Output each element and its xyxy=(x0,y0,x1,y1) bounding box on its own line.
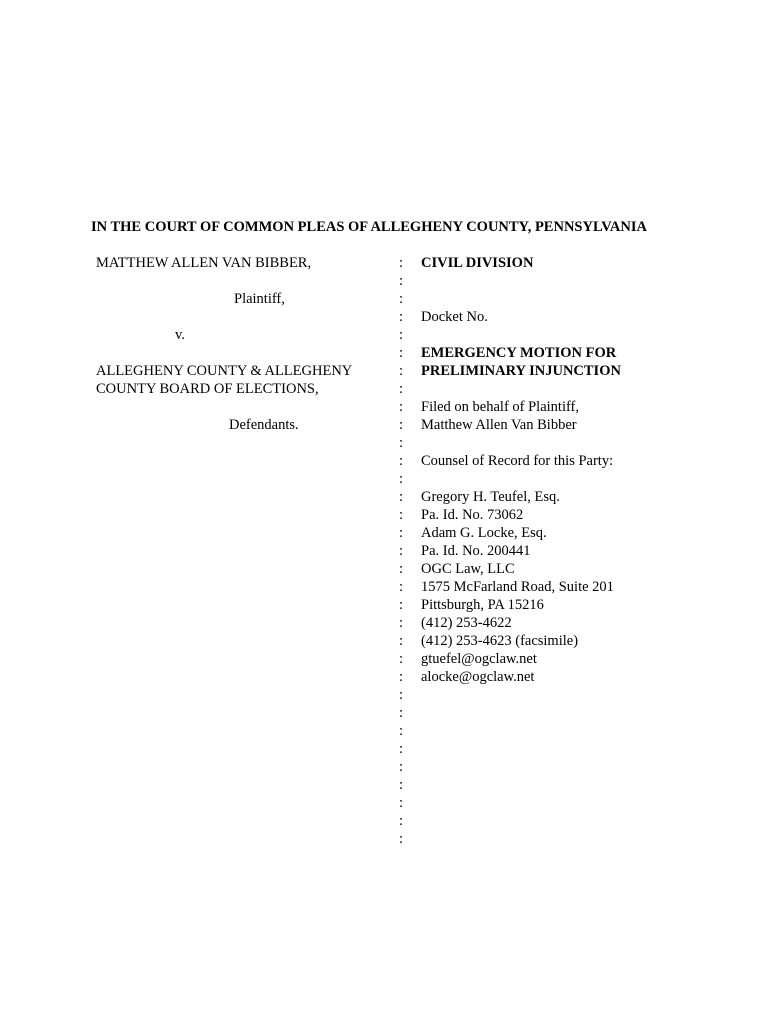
colon-separator: : xyxy=(399,831,404,847)
counsel-line: (412) 253-4622 xyxy=(421,615,512,631)
colon-separator-column xyxy=(399,254,409,848)
colon-separator: : xyxy=(399,525,404,541)
colon-separator: : xyxy=(399,489,404,505)
colon-separator: : xyxy=(399,381,404,397)
counsel-line: Pittsburgh, PA 15216 xyxy=(421,597,544,613)
colon-separator: : xyxy=(399,471,404,487)
colon-separator: : xyxy=(399,327,404,343)
defendants-label: Defendants. xyxy=(229,417,299,433)
colon-separator: : xyxy=(399,669,404,685)
colon-separator: : xyxy=(399,363,404,379)
colon-separator: : xyxy=(399,759,404,775)
court-title: IN THE COURT OF COMMON PLEAS OF ALLEGHENY COUNTY, PENNSYLVANIA xyxy=(91,219,647,235)
motion-title-line2: PRELIMINARY INJUNCTION xyxy=(421,363,621,379)
colon-separator: : xyxy=(399,561,404,577)
counsel-line: Gregory H. Teufel, Esq. xyxy=(421,489,560,505)
counsel-line: OGC Law, LLC xyxy=(421,561,515,577)
colon-separator: : xyxy=(399,579,404,595)
colon-separator: : xyxy=(399,705,404,721)
colon-separator: : xyxy=(399,597,404,613)
colon-separator: : xyxy=(399,435,404,451)
filed-on-behalf-line2: Matthew Allen Van Bibber xyxy=(421,417,577,433)
motion-title-line1: EMERGENCY MOTION FOR xyxy=(421,345,617,361)
counsel-line: Pa. Id. No. 200441 xyxy=(421,543,531,559)
counsel-line: alocke@ogclaw.net xyxy=(421,669,535,685)
plaintiff-name: MATTHEW ALLEN VAN BIBBER, xyxy=(96,255,312,271)
plaintiff-label: Plaintiff, xyxy=(234,291,285,307)
docket-number: Docket No. xyxy=(421,309,488,325)
colon-separator: : xyxy=(399,417,404,433)
filed-on-behalf-line1: Filed on behalf of Plaintiff, xyxy=(421,399,579,415)
colon-separator: : xyxy=(399,615,404,631)
colon-separator: : xyxy=(399,309,404,325)
colon-separator: : xyxy=(399,345,404,361)
colon-separator: : xyxy=(399,795,404,811)
counsel-line: gtuefel@ogclaw.net xyxy=(421,651,537,667)
counsel-line: (412) 253-4623 (facsimile) xyxy=(421,633,579,649)
defendant-name-line1: ALLEGHENY COUNTY & ALLEGHENY xyxy=(96,363,353,379)
counsel-line: 1575 McFarland Road, Suite 201 xyxy=(421,579,614,595)
colon-separator: : xyxy=(399,453,404,469)
defendant-name-line2: COUNTY BOARD OF ELECTIONS, xyxy=(96,381,319,397)
colon-separator: : xyxy=(399,291,404,307)
colon-separator: : xyxy=(399,543,404,559)
civil-division: CIVIL DIVISION xyxy=(421,255,534,271)
versus: v. xyxy=(175,327,185,343)
colon-separator: : xyxy=(399,507,404,523)
colon-separator: : xyxy=(399,255,404,271)
colon-separator: : xyxy=(399,723,404,739)
colon-separator: : xyxy=(399,813,404,829)
colon-separator: : xyxy=(399,273,404,289)
colon-separator: : xyxy=(399,741,404,757)
colon-separator: : xyxy=(399,687,404,703)
counsel-line: Adam G. Locke, Esq. xyxy=(421,525,547,541)
colon-separator: : xyxy=(399,777,404,793)
colon-separator: : xyxy=(399,399,404,415)
colon-separator: : xyxy=(399,651,404,667)
colon-separator: : xyxy=(399,633,404,649)
counsel-label: Counsel of Record for this Party: xyxy=(421,453,614,469)
counsel-line: Pa. Id. No. 73062 xyxy=(421,507,524,523)
